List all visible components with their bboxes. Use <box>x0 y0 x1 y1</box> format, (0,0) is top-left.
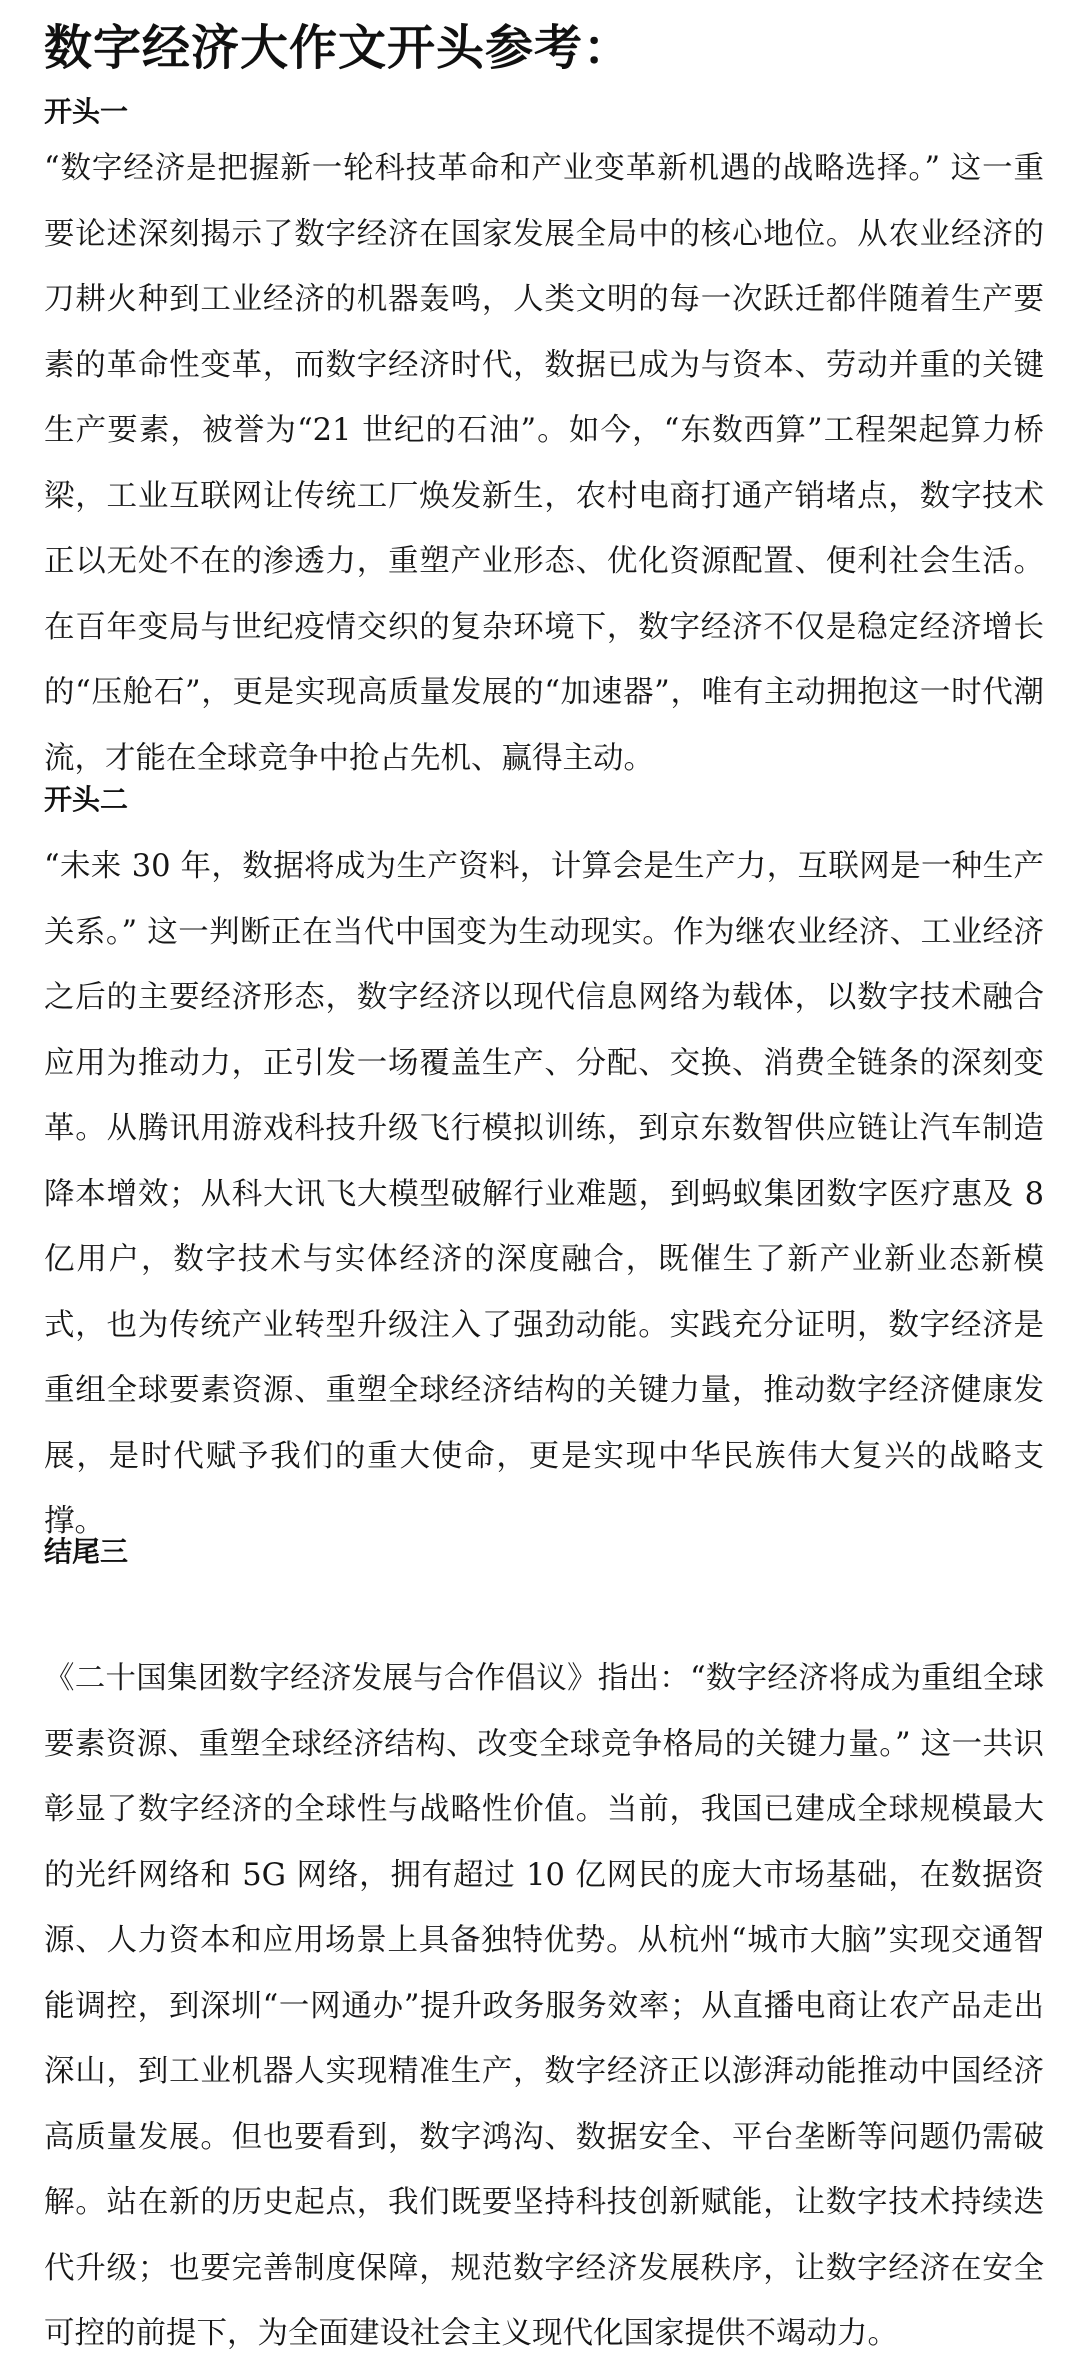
section-paragraph-3: 《二十国集团数字经济发展与合作倡议》指出：“数字经济将成为重组全球要素资源、重塑全球经济结构、改变全球竞争格局的关键力量。” 这一共识彰显了数字经济的全球性与战略性价值。当前，我国已建成全球规模最大的光纤网络和 5G 网络，拥有超过 10 亿网民的庞大市场基础，在数据资源、人力资本和应用场景上具备独特优势。从杭州“城市大脑”实现交通智能调控，到深圳“一网通办”提升政务服务效率；从直播电商让农产品走出深山，到工业机器人实现精准生产，数字经济正以澎湃动能推动中国经济高质量发展。但也要看到，数字鸿沟、数据安全、平台垄断等问题仍需破解。站在新的历史起点，我们既要坚持科技创新赋能，让数字技术持续迭代升级；也要完善制度保障，规范数字经济发展秩序，让数字经济在安全可控的前提下，为全面建设社会主义现代化国家提供不竭动力。 <box>44 1661 1044 2351</box>
section-heading-3: 结尾三 <box>44 1535 129 1568</box>
section-heading-2: 开头二 <box>44 783 129 816</box>
page-title: 数字经济大作文开头参考： <box>44 20 633 76</box>
section-paragraph-1: “数字经济是把握新一轮科技革命和产业变革新机遇的战略选择。” 这一重要论述深刻揭示了数字经济在国家发展全局中的核心地位。从农业经济的刀耕火种到工业经济的机器轰鸣，人类文明的每一次跃迁都伴随着生产要素的革命性变革，而数字经济时代，数据已成为与资本、劳动并重的关键生产要素，被誉为“21 世纪的石油”。如今，“东数西算”工程架起算力桥梁，工业互联网让传统工厂焕发新生，农村电商打通产销堵点，数字技术正以无处不在的渗透力，重塑产业形态、优化资源配置、便利社会生活。在百年变局与世纪疫情交织的复杂环境下，数字经济不仅是稳定经济增长的“压舱石”，更是实现高质量发展的“加速器”，唯有主动拥抱这一时代潮流，才能在全球竞争中抢占先机、赢得主动。 <box>44 151 1044 776</box>
section-heading-1: 开头一 <box>44 95 129 128</box>
section-paragraph-2: “未来 30 年，数据将成为生产资料，计算会是生产力，互联网是一种生产关系。” 这一判断正在当代中国变为生动现实。作为继农业经济、工业经济之后的主要经济形态，数字经济以现代信息网络为载体，以数字技术融合应用为推动力，正引发一场覆盖生产、分配、交换、消费全链条的深刻变革。从腾讯用游戏科技升级飞行模拟训练，到京东数智供应链让汽车制造降本增效；从科大讯飞大模型破解行业难题，到蚂蚁集团数字医疗惠及 8 亿用户，数字技术与实体经济的深度融合，既催生了新产业新业态新模式，也为传统产业转型升级注入了强劲动能。实践充分证明，数字经济是重组全球要素资源、重塑全球经济结构的关键力量，推动数字经济健康发展，是时代赋予我们的重大使命，更是实现中华民族伟大复兴的战略支撑。 <box>44 849 1044 1539</box>
